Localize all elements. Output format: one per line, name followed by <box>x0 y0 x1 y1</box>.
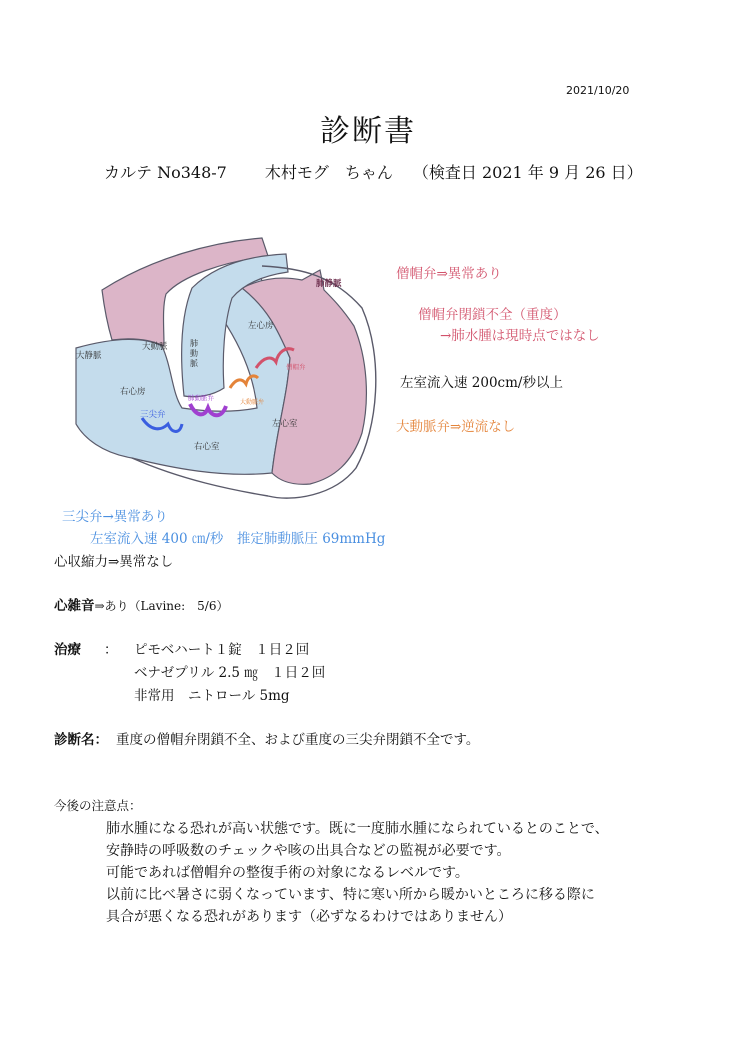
label-right-atrium: 右心房 <box>120 387 146 397</box>
label-pulmonary-vein: 肺静脈 <box>316 279 342 289</box>
notes-line: 安静時の呼吸数のチェックや咳の出具合などの監視が必要です。 <box>106 843 511 859</box>
label-pulmonary-artery-2: 動 <box>190 349 198 358</box>
patient-info <box>104 160 643 183</box>
treatment-label: 治療 <box>54 642 81 658</box>
label-mitral-valve: 僧帽弁 <box>286 363 306 371</box>
finding-lv-inflow: 左室流入速 200cm/秒以上 <box>400 375 563 391</box>
label-left-atrium: 左心房 <box>248 321 274 331</box>
label-pulmonary-valve: 肺動脈弁 <box>188 394 214 402</box>
finding-pulmonary-edema: →肺水腫は現時点ではなし <box>440 328 600 344</box>
finding-aortic: 大動脈弁⇒逆流なし <box>396 419 516 435</box>
notes-label: 今後の注意点： <box>54 798 142 813</box>
document-date: 2021/10/20 <box>566 84 630 97</box>
label-left-ventricle: 左心室 <box>272 419 298 429</box>
label-pulmonary-artery-3: 脈 <box>190 359 198 368</box>
contraction-result: 心収縮力⇒異常なし <box>54 554 174 570</box>
heart-diagram <box>72 228 382 506</box>
finding-tricuspid-abnormal: 三尖弁→異常あり <box>62 509 168 525</box>
murmur-value: ⇒あり（Lavine: 5/6） <box>94 599 229 613</box>
treatment-item: 非常用 ニトロール 5mg <box>134 688 290 704</box>
label-tricuspid-valve: 三尖弁 <box>140 410 166 420</box>
diagnosis-line <box>54 728 479 748</box>
treatment-item: ベナゼプリル 2.5 ㎎ １日２回 <box>134 665 326 681</box>
label-vena-cava: 大静脈 <box>76 351 102 361</box>
notes-line: 肺水腫になる恐れが高い状態です。既に一度肺水腫になられているとのことで、 <box>106 821 609 837</box>
diagnosis-text: 重度の僧帽弁閉鎖不全、および重度の三尖弁閉鎖不全です。 <box>116 732 480 748</box>
label-right-ventricle: 右心室 <box>194 442 220 452</box>
label-pulmonary-artery-1: 肺 <box>190 339 198 348</box>
finding-tricuspid-detail: 左室流入速 400 ㎝/秒 推定肺動脈圧 69mmHg <box>90 531 386 547</box>
finding-mitral-abnormal: 僧帽弁⇒異常あり <box>396 266 502 282</box>
treatment-colon: ： <box>104 642 118 658</box>
label-aorta: 大動脈 <box>142 342 168 352</box>
chart-number: カルテ No348-7 <box>104 163 227 182</box>
exam-date: （検査日 2021 年 9 月 26 日） <box>412 163 643 182</box>
murmur-line <box>54 594 228 614</box>
page-title: 診断書 <box>320 114 416 149</box>
notes-line: 可能であれば僧帽弁の整復手術の対象になるレベルです。 <box>106 865 469 881</box>
patient-name: 木村モグ ちゃん <box>264 163 393 182</box>
notes-line: 具合が悪くなる恐れがあります（必ずなるわけではありません） <box>106 909 512 925</box>
notes-line: 以前に比べ暑さに弱くなっています、特に寒い所から暖かいところに移る際に <box>106 887 595 903</box>
label-aortic-valve: 大動脈弁 <box>240 399 265 406</box>
diagnosis-label: 診断名： <box>54 732 108 748</box>
treatment-item: ピモベハート１錠 １日２回 <box>134 642 310 658</box>
murmur-label: 心雑音 <box>54 598 95 614</box>
finding-mitral-insufficiency: 僧帽弁閉鎖不全（重度） <box>418 307 567 323</box>
